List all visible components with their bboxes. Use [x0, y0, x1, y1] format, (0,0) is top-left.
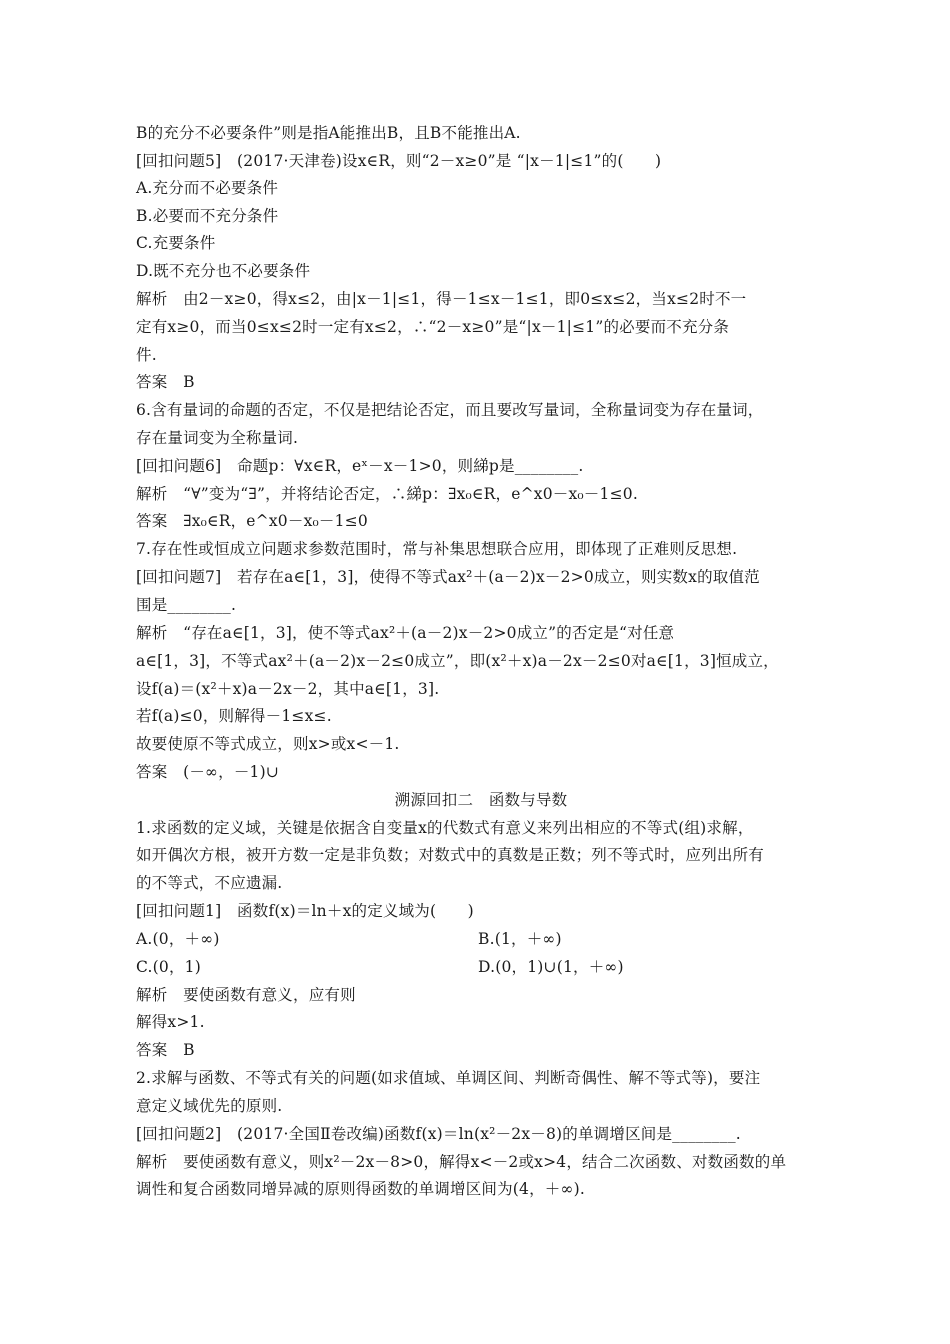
answer-line: 答案 B: [136, 373, 195, 391]
question-6: [回扣问题6] 命题p：∀x∈R，eˣ－x－1>0，则綈p是________.: [136, 457, 584, 475]
point-1: 1.求函数的定义域，关键是依据含自变量x的代数式有意义来列出相应的不等式(组)求解，: [136, 819, 754, 837]
analysis-line: 设f(a)＝(x²＋x)a－2x－2，其中a∈[1，3].: [136, 680, 440, 698]
option-b: B.必要而不充分条件: [136, 207, 279, 225]
analysis-line: 故要使原不等式成立，则x>或x<－1.: [136, 735, 400, 753]
analysis-line: 解析 “存在a∈[1，3]，使不等式ax²＋(a－2)x－2>0成立”的否定是“对任意: [136, 624, 675, 642]
analysis-line: 解析 由2－x≥0，得x≤2，由|x－1|≤1，得－1≤x－1≤1，即0≤x≤2，当x≤2时不一: [136, 290, 747, 308]
option-d: D.既不充分也不必要条件: [136, 262, 311, 280]
analysis-line: a∈[1，3]，不等式ax²＋(a－2)x－2≤0成立”，即(x²＋x)a－2x－2≤0对a∈[1，3]恒成立，: [136, 652, 779, 670]
analysis-line: 解析 “∀”变为“∃”，并将结论否定，∴綈p：∃x₀∈R，e^x0－x₀－1≤0.: [136, 485, 638, 503]
options-row: [478, 957, 818, 977]
point-7: 7.存在性或恒成立问题求参数范围时，常与补集思想联合应用，即体现了正难则反思想.: [136, 540, 738, 558]
option-a: A.(0，＋∞): [136, 930, 220, 948]
analysis-line: 件.: [136, 346, 157, 364]
analysis-line: 调性和复合函数同增异减的原则得函数的单调增区间为(4，＋∞).: [136, 1180, 585, 1198]
option-a: A.充分而不必要条件: [136, 179, 279, 197]
answer-line: 答案 ∃x₀∈R，e^x0－x₀－1≤0: [136, 512, 368, 530]
question-2: [回扣问题2] (2017·全国Ⅱ卷改编)函数f(x)＝ln(x²－2x－8)的单调增区间是________.: [136, 1125, 741, 1143]
analysis-line: 定有x≥0，而当0≤x≤2时一定有x≤2，∴“2－x≥0”是“|x－1|≤1”的必要而不充分条: [136, 318, 730, 336]
question-1: [回扣问题1] 函数f(x)＝ln＋x的定义域为( ): [136, 902, 474, 920]
question-7: [回扣问题7] 若存在a∈[1，3]，使得不等式ax²＋(a－2)x－2>0成立，则实数x的取值范: [136, 568, 760, 586]
point-2-cont: 意定义域优先的原则.: [136, 1097, 283, 1115]
section-title: 溯源回扣二 函数与导数: [394, 791, 568, 809]
question-5: [回扣问题5] (2017·天津卷)设x∈R，则“2－x≥0”是 “|x－1|≤1”的( ): [136, 152, 662, 170]
analysis-line: 解析 要使函数有意义，则x²－2x－8>0，解得x<－2或x>4，结合二次函数、对数函数的单: [136, 1153, 787, 1171]
question-7-cont: 围是________.: [136, 596, 237, 614]
option-b: B.(1，＋∞): [478, 930, 562, 948]
option-d: D.(0，1)∪(1，＋∞): [478, 958, 624, 976]
point-6: 6.含有量词的命题的否定，不仅是把结论否定，而且要改写量词，全称量词变为存在量词，: [136, 401, 764, 419]
text-line: B的充分不必要条件”则是指A能推出B，且B不能推出A.: [136, 124, 521, 142]
answer-line: 答案 B: [136, 1041, 195, 1059]
point-6-cont: 存在量词变为全称量词.: [136, 429, 299, 447]
answer-line: 答案 (－∞，－1)∪: [136, 763, 280, 781]
point-2: 2.求解与函数、不等式有关的问题(如求值域、单调区间、判断奇偶性、解不等式等)，要注: [136, 1069, 761, 1087]
options-row: [478, 929, 818, 949]
analysis-line: 解析 要使函数有意义，应有则: [136, 986, 356, 1004]
option-c: C.(0，1): [136, 958, 201, 976]
point-1-cont: 的不等式，不应遗漏.: [136, 874, 283, 892]
analysis-line: 解得x>1.: [136, 1013, 205, 1031]
analysis-line: 若f(a)≤0，则解得－1≤x≤.: [136, 707, 332, 725]
option-c: C.充要条件: [136, 234, 216, 252]
point-1-cont: 如开偶次方根，被开方数一定是非负数；对数式中的真数是正数；列不等式时，应列出所有: [136, 846, 765, 864]
